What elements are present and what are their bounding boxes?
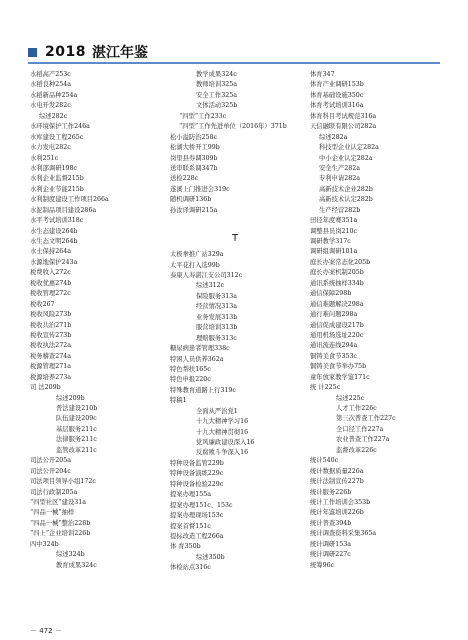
index-entry: 特稿1 [170, 397, 187, 405]
index-entry: 统 计225c [310, 384, 341, 392]
index-entry: 庭长办案常态化205b [310, 258, 371, 266]
index-entry: 统计调研153a [310, 540, 351, 548]
index-entry: 庭长办案机制205b [310, 269, 364, 277]
index-entry: 统计调查资料采集365a [310, 530, 377, 538]
index-entry: 第三次普查工作227c [336, 415, 396, 423]
index-entry: 水库建设工程265c [30, 133, 84, 141]
index-entry: 综述282c [39, 112, 68, 120]
index-entry: 统计服务226b [310, 488, 352, 496]
index-entry: 经营情况313a [196, 303, 237, 311]
index-entry: 体育基础设施350c [310, 91, 364, 99]
index-entry: 特种设备演练229c [170, 470, 224, 478]
index-entry: 水利部调研198c [30, 164, 78, 172]
index-entry: 水利制度建设工作项目266a [30, 196, 109, 204]
index-entry: 安全生产282a [319, 164, 360, 172]
index-entry: 统计工作培训会353b [310, 498, 371, 506]
index-entry: 童年放家教学鉴171c [310, 373, 370, 381]
index-entry: 水稻良种254a [30, 81, 71, 89]
index-entry: 特殊教育道路上行319c [170, 386, 236, 394]
index-entry: 教育成果324c [56, 561, 97, 569]
index-entry: 通信难题解决298a [310, 300, 364, 308]
index-entry: 特困人员供养362a [170, 355, 224, 363]
index-entry: 通讯系统抽样334b [310, 279, 364, 287]
index-entry: 综述324b [56, 551, 85, 559]
index-entry: 农业普查工作227a [336, 436, 390, 444]
index-entry: 特种设备检验229c [170, 480, 224, 488]
index-entry: 太平花打入选99b [170, 261, 220, 269]
index-entry: 水泥制品项目建设286a [30, 206, 97, 214]
index-entry: 业务发展313b [196, 313, 238, 321]
index-entry: 服营培训313b [196, 324, 238, 332]
page-header [28, 40, 440, 64]
index-entry: 送检228c [170, 175, 199, 183]
index-column-1 [30, 70, 160, 571]
index-entry: 统计数据质量226a [310, 467, 364, 475]
index-entry: 司法项目领导小组172c [30, 478, 96, 486]
index-entry: 综述209b [56, 394, 85, 402]
index-entry: 提案首督151c [170, 522, 211, 530]
index-entry: 提案办理151c、153c [170, 501, 233, 509]
index-entry: 松湖大桥开工99b [170, 144, 220, 152]
index-entry: 泰康人寿湛江支公司312c [170, 272, 243, 279]
index-entry: 体育考试培训316a [310, 102, 364, 110]
index-entry: 司 法209b [30, 384, 61, 392]
index-entry: 统计540c [310, 457, 339, 465]
index-entry: 人才工作226c [336, 405, 377, 412]
index-entry: 税收共治271b [30, 321, 72, 329]
index-entry: 调整县员岗210c [310, 227, 358, 235]
index-entry: 综述312c [196, 282, 225, 290]
index-entry: 税源培养273a [30, 373, 71, 381]
index-entry: 文体活动325b [196, 102, 238, 110]
index-entry: 税收管理272c [30, 290, 71, 298]
index-entry: 水电开发282c [30, 102, 71, 110]
index-entry: 体育347 [310, 71, 335, 78]
index-entry: 通用机场选址220c [310, 331, 364, 339]
index-entry: 党风廉政建设深入16 [196, 439, 255, 446]
index-entry: 通行难问题298a [310, 311, 358, 319]
index-entry: 普法建设210b [56, 405, 98, 412]
index-entry: 水平考试培训318c [30, 217, 84, 225]
index-entry: 高新技术认定282b [319, 196, 373, 204]
header-square-icon [28, 48, 37, 57]
index-entry: 调研组调研101a [310, 248, 358, 256]
page-number: － 472 － [30, 627, 62, 635]
index-entry: 司法行政制205a [30, 488, 78, 496]
index-entry: 保险服务313a [196, 292, 237, 300]
index-entry: 统计法制宣传227b [310, 478, 364, 486]
index-entry: 通信保障298b [310, 290, 352, 298]
index-entry: 安全工作325a [196, 91, 237, 99]
index-entry: 水力发电282c [30, 144, 71, 152]
index-entry: 调研教学317c [310, 238, 351, 245]
index-entry: 法律服务211c [56, 436, 97, 444]
index-entry: “四上”企业培训226b [30, 530, 91, 538]
index-entry: 综述350b [196, 553, 225, 561]
index-entry: 队伍建设209c [56, 415, 97, 423]
index-entry: 综述282a [319, 133, 348, 141]
index-entry: 体育科目考试规范316a [310, 112, 377, 120]
section-letter: T [231, 233, 239, 245]
header-rule [28, 62, 440, 64]
index-entry: 基层服务211c [56, 425, 97, 433]
index-entry: 水利251c [30, 154, 59, 162]
index-entry: 教师培训325a [196, 81, 237, 89]
index-entry: 体 育350b [170, 543, 201, 551]
index-entry: 送审联系调347b [170, 164, 218, 172]
index-entry: 特色申报220c [170, 376, 211, 384]
index-entry: 水土保持264a [30, 248, 71, 256]
index-entry: 统计年鉴培训226b [310, 509, 364, 517]
index-entry: 税收风险273b [30, 311, 72, 319]
header-year: 2018 [45, 44, 86, 60]
index-entry: 中小企业认定282a [319, 154, 373, 162]
index-entry: 十九大精神学习16 [196, 418, 249, 426]
index-entry: 反腐败斗争深入16 [196, 449, 249, 457]
index-entry: 铜铸美食节353c [310, 352, 358, 360]
index-entry: 税收执法272a [30, 342, 71, 350]
index-entry: 统计调研227c [310, 551, 351, 559]
index-entry: 太极拳推广站329a [170, 251, 224, 259]
index-entry: “四型”工作233c [179, 112, 227, 120]
index-entry: 高新技术企业282b [319, 185, 373, 193]
index-entry: 铜铸美食节举办75b [310, 363, 367, 371]
index-entry: 水利企业节能215b [30, 185, 84, 193]
index-column-3 [310, 70, 445, 571]
index-entry: “四型”工作先进单位（2016年）371b [179, 123, 287, 131]
index-entry: 水生态文明264b [30, 238, 78, 245]
index-entry: 提案办理现场153c [170, 512, 224, 520]
index-entry: 监督改革226c [336, 446, 377, 454]
index-entry: 水源地保护243a [30, 258, 78, 266]
index-entry: 糖尿病患者管理338c [170, 345, 230, 353]
index-entry: 统筹96c [310, 561, 335, 569]
index-entry: 综述225c [336, 394, 365, 402]
index-entry: “四品一械”整治228b [30, 519, 91, 527]
index-entry: 科技型企业认定282a [319, 144, 379, 152]
index-entry: 天信融联有限公司282a [310, 123, 377, 131]
index-entry: 全口径工作227a [336, 425, 384, 433]
index-entry: 体育产业调研153b [310, 81, 364, 89]
index-entry: 水稻高产253c [30, 71, 71, 78]
index-entry: 特种设备监管229b [170, 459, 224, 467]
index-entry: 税收宣传273b [30, 331, 72, 339]
index-entry: 特色帮扶165c [170, 365, 211, 373]
index-entry: 松小溢防治258c [170, 133, 218, 141]
index-column-2 [170, 70, 300, 574]
index-entry: 税费收入272c [30, 269, 71, 277]
index-entry: 司法公开205a [30, 457, 71, 465]
index-entry: 四中324b [30, 540, 59, 548]
index-entry: 税收267 [30, 300, 55, 308]
index-entry: 教学成果324c [196, 71, 237, 78]
index-entry: 十九大精神贯彻16 [196, 428, 249, 436]
index-entry: 体检站点316c [170, 564, 211, 572]
index-entry: 提案办理155a [170, 491, 211, 499]
header-title: 湛江年鉴 [91, 45, 148, 61]
index-entry: 通讯流连线294a [310, 342, 358, 350]
index-entry: 通信促成建设217b [310, 321, 364, 329]
index-entry: 全面从严治党1 [196, 407, 238, 415]
index-entry: “四品一械”抽样 [30, 509, 75, 517]
index-entry: 随机调研136b [170, 196, 212, 204]
index-entry: 提标改造工程266a [170, 532, 224, 540]
index-entry: 水生态建设264b [30, 227, 78, 235]
index-entry: 水稻新品种254a [30, 91, 78, 99]
index-entry: 田径年度赛351a [310, 217, 358, 225]
index-entry: 生产经营282b [319, 206, 361, 214]
index-entry: 孙汝译调研215a [170, 206, 218, 214]
index-entry: 理赔服务313c [196, 334, 237, 342]
index-entry: 司法公开204c [30, 467, 71, 475]
index-entry: 税源管理271a [30, 363, 71, 371]
index-entry: 水利企业监督215b [30, 175, 84, 183]
index-entry: 监管改革211c [56, 446, 97, 454]
index-entry: 专利申请282a [319, 175, 360, 183]
index-entry: 水环境保护工作246a [30, 123, 90, 131]
index-entry: “四型社区”建设31a [30, 498, 86, 506]
index-entry: 岗里县券调309b [170, 154, 218, 162]
index-entry: 税务稽查274a [30, 352, 71, 360]
index-entry: 遂溪上门推进会319c [170, 185, 230, 193]
index-entry: 税收优惠274b [30, 279, 72, 287]
index-entry: 统计普查394b [310, 519, 352, 527]
